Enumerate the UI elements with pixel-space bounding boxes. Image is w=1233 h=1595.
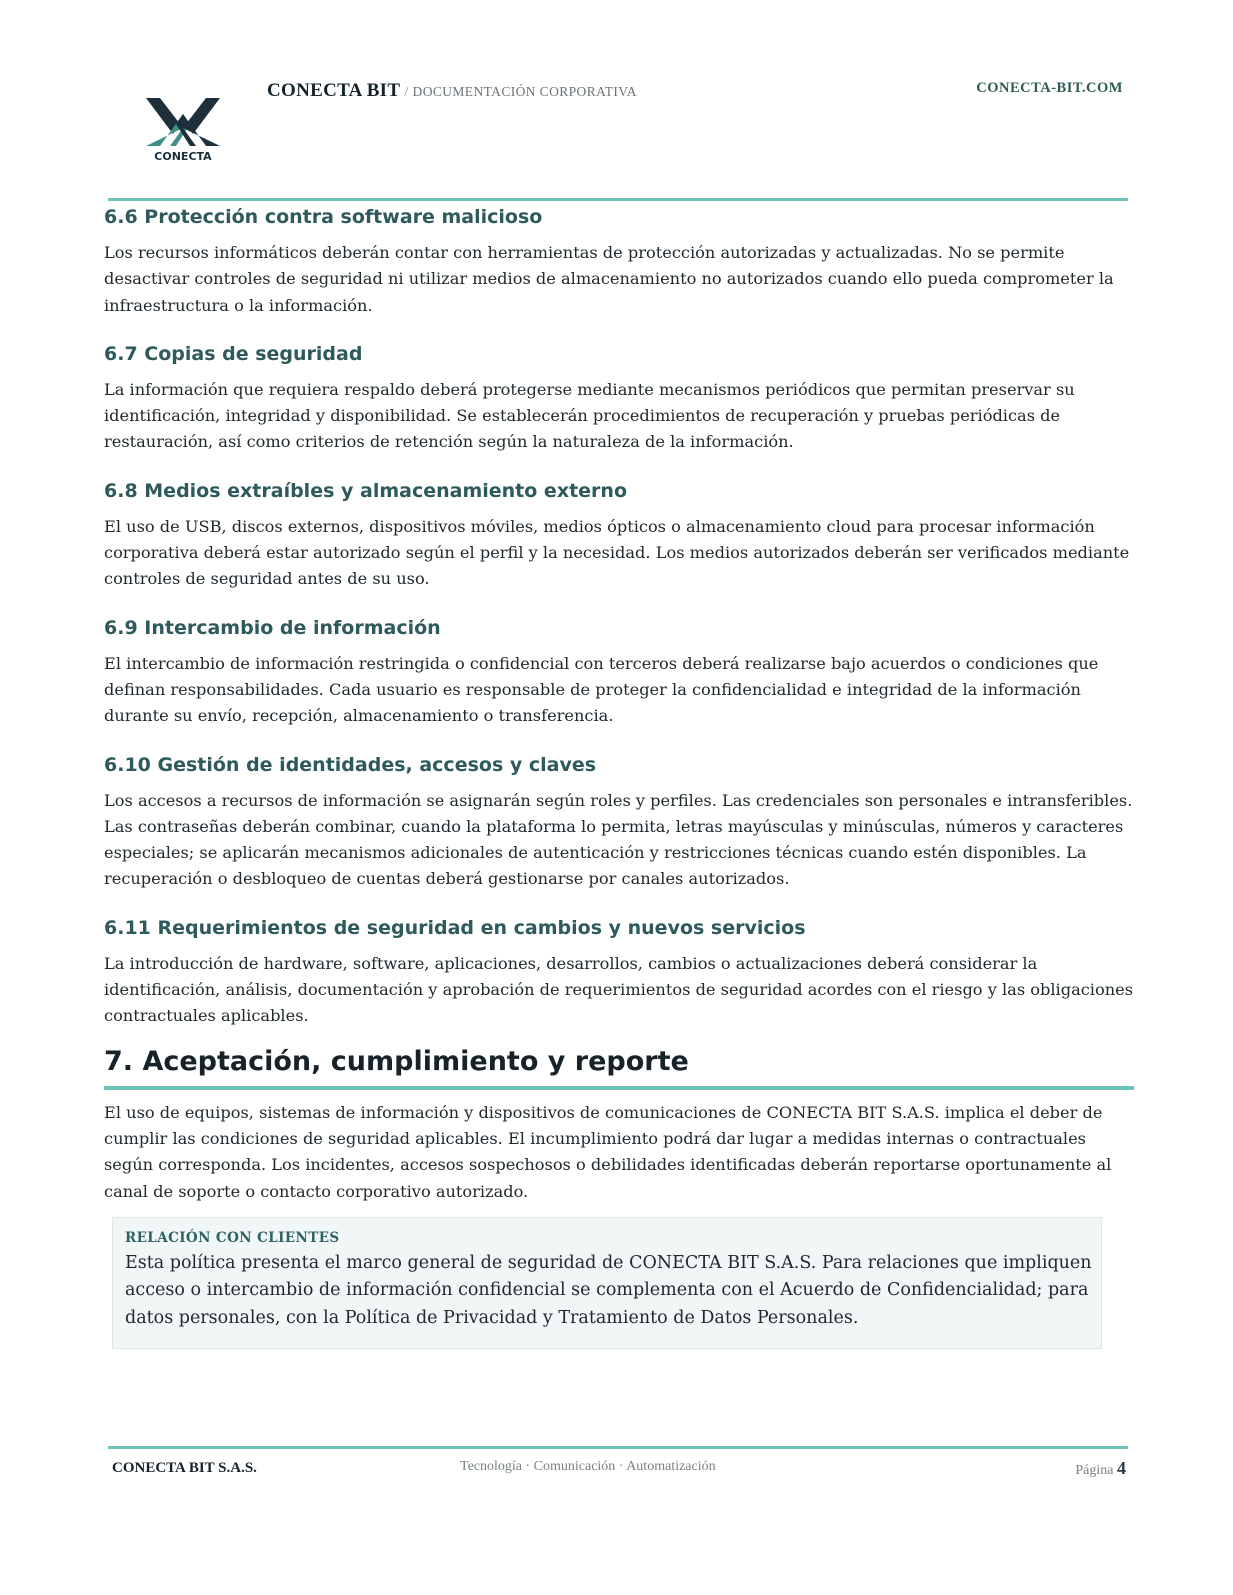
section-title: 6.9 Intercambio de información [104,616,441,639]
section-body: El intercambio de información restringida o confidencial con terceros deberá realizarse bajo acuerdos o condiciones que definan responsabilidades. Cada usuario es responsable de proteger la confidencialidad e integridad de la información durante su envío, recepción, almacenamiento o transferencia. [104,653,1099,726]
page-header [0,0,1233,210]
footer-tagline: Tecnología · Comunicación · Automatización [460,1459,716,1474]
brand-separator: / [404,85,409,100]
section-6-7 [104,341,1134,456]
chapter-title: 7. Aceptación, cumplimiento y reporte [104,1045,689,1077]
brand-name: CONECTA BIT [267,80,401,101]
site-url: CONECTA-BIT.COM [976,80,1123,96]
section-6-8 [104,478,1134,593]
section-body: El uso de USB, discos externos, dispositivos móviles, medios ópticos o almacenamiento cloud para procesar información corporativa deberá estar autorizado según el perfil y la necesidad. Los medios autorizados deberán ser verificados mediante controles de seguridad antes de su uso. [104,516,1130,589]
page-number: 4 [1117,1458,1126,1478]
page-indicator [1075,1458,1126,1479]
section-body: Los accesos a recursos de información se asignarán según roles y perfiles. Las credenciales son personales e intransferibles. Las contraseñas deberán combinar, cuando la plataforma lo permita, letras mayúsculas y minúsculas, números y caracteres especiales; se aplicarán mecanismos adicionales de autenticación y restricciones técnicas cuando estén disponibles. La recuperación o desbloqueo de cuentas deberá gestionarse por canales autorizados. [104,790,1133,889]
footer-company: CONECTA BIT S.A.S. [112,1460,257,1476]
section-title: 6.6 Protección contra software malicioso [104,206,543,228]
section-title: 6.8 Medios extraíbles y almacenamiento externo [104,479,627,502]
footer-divider [108,1446,1128,1449]
callout-label: RELACIÓN CON CLIENTES [125,1229,340,1246]
section-6-6 [104,204,1134,319]
conecta-logo [140,94,226,166]
section-6-9 [104,615,1134,730]
page-label: Página [1075,1463,1114,1478]
header-divider [108,198,1128,201]
section-body: La información que requiera respaldo deberá protegerse mediante mecanismos periódicos que permitan preservar su identificación, integridad y disponibilidad. Se establecerán procedimientos de recuperación y pruebas periódicas de restauración, así como criterios de retención según la naturaleza de la información. [104,379,1075,452]
section-title: 6.7 Copias de seguridad [104,342,363,365]
section-body: La introducción de hardware, software, aplicaciones, desarrollos, cambios o actualizaciones deberá considerar la identificación, análisis, documentación y aprobación de requerimientos de seguridad acordes con el riesgo y las obligaciones contractuales aplicables. [104,953,1134,1026]
brand-line [267,80,637,102]
section-6-11 [104,915,1134,1030]
section-title: 6.10 Gestión de identidades, accesos y claves [104,753,597,776]
chapter-divider [104,1086,1134,1090]
section-6-10 [104,752,1134,893]
chapter-body: El uso de equipos, sistemas de información y dispositivos de comunicaciones de CONECTA BIT S.A.S. implica el deber de cumplir las condiciones de seguridad aplicables. El incumplimiento podrá dar lugar a medidas internas o contractuales según corresponda. Los incidentes, accesos sospechosos o debilidades identificadas deberán reportarse oportunamente al canal de soporte o contacto corporativo autorizado. [104,1102,1112,1201]
section-title: 6.11 Requerimientos de seguridad en cambios y nuevos servicios [104,916,806,939]
svg-text:CONECTA: CONECTA [154,150,212,163]
client-relationship-callout [112,1217,1102,1350]
callout-text: Esta política presenta el marco general de seguridad de CONECTA BIT S.A.S. Para relaciones que impliquen acceso o intercambio de información confidencial se complementa con el Acuerdo de Confidencialidad; para datos personales, con la Política de Privacidad y Tratamiento de Datos Personales. [125,1252,1092,1328]
document-subtitle: DOCUMENTACIÓN CORPORATIVA [412,84,637,99]
section-body: Los recursos informáticos deberán contar con herramientas de protección autorizadas y actualizadas. No se permite desactivar controles de seguridad ni utilizar medios de almacenamiento no autorizados cuando ello pueda comprometer la infraestructura o la información. [104,243,1114,315]
document-body [104,204,1134,1349]
